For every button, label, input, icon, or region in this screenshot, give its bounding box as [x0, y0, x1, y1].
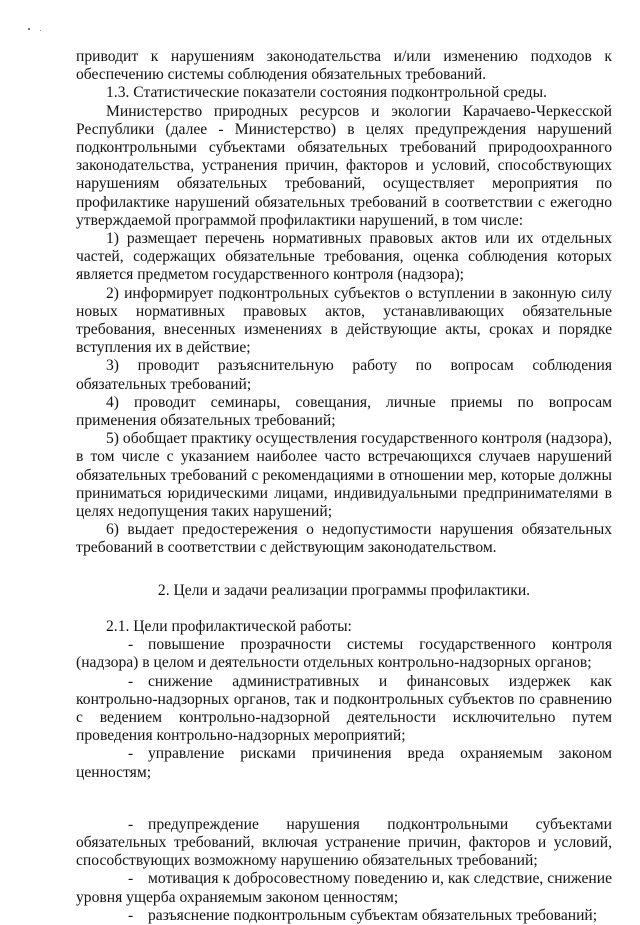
dash-marker: - — [128, 745, 134, 763]
paragraph-ministry: Министерство природных ресурсов и экологии Карачаево-Черкесской Республики (далее - Министерство) в целях предупреждения нарушений подконтрольными субъектами обязательных требований природоохранного законодательства, устранения причин, факторов и условий, способствующих нарушениям обязательных требований, осуществляет мероприятия по профилактике нарушений обязательных требований в соответствии с ежегодно утверждаемой программой профилактики нарушений, в том числе: — [76, 102, 612, 229]
vertical-gap — [76, 782, 612, 816]
goal-text: мотивация к добросовестному поведению и, как следствие, снижение уровня ущерба охраняемым законом ценностям; — [76, 870, 612, 906]
dash-marker: - — [128, 636, 134, 654]
section-2-heading: 2. Цели и задачи реализации программы профилактики. — [157, 581, 531, 599]
goal-item — [76, 673, 612, 746]
list-item-5: 5) обобщает практику осуществления государственного контроля (надзора), в том числе с указанием наиболее часто встречающихся случаев нарушений обязательных требований с рекомендациями в отношении мер, которые должны приниматься юридическими лицами, индивидуальными предпринимателями в целях недопущения таких нарушений; — [76, 430, 612, 521]
goal-text: снижение административных и финансовых издержек как контрольно-надзорных органов, так и подконтрольных субъектов по сравнению с ведением контрольно-надзорной деятельности исключительно путем проведения контрольно-надзорных мероприятий; — [76, 672, 612, 745]
goal-item — [76, 636, 612, 672]
goal-item — [76, 907, 612, 925]
goal-text: разъяснение подконтрольным субъектам обязательных требований; — [148, 906, 598, 924]
document-page — [76, 48, 612, 925]
goal-item — [76, 816, 612, 871]
goal-item — [76, 745, 612, 781]
paragraph-continuation: приводит к нарушениям законодательства и/или изменению подходов к обеспечению системы соблюдения обязательных требований. — [76, 48, 612, 84]
dash-marker: - — [128, 815, 134, 833]
list-item-2: 2) информирует подконтрольных субъектов о вступлении в законную силу новых нормативных правовых актов, устанавливающих обязательные требования, внесенных изменениях в действующие акты, сроках и порядке вступления их в действие; — [76, 284, 612, 357]
list-item-1: 1) размещает перечень нормативных правовых актов или их отдельных частей, содержащих обязательные требования, оценка соблюдения которых является предметом государственного контроля (надзора); — [76, 230, 612, 284]
list-item-3: 3) проводит разъяснительную работу по вопросам соблюдения обязательных требований; — [76, 357, 612, 393]
goal-text: предупреждение нарушения подконтрольными субъектами обязательных требований, включая устранение причин, факторов и условий, способствующих возможному нарушению обязательных требований; — [76, 815, 612, 870]
goal-item — [76, 870, 612, 906]
list-item-4: 4) проводит семинары, совещания, личные приемы по вопросам применения обязательных требований; — [76, 393, 612, 430]
list-item-6: 6) выдает предостережения о недопустимости нарушения обязательных требований в соответствии с действующим законодательством. — [76, 521, 612, 557]
dash-marker: - — [128, 870, 134, 888]
goal-text: управление рисками причинения вреда охраняемым законом ценностям; — [76, 745, 612, 781]
subsection-1-3-heading: 1.3. Статистические показатели состояния подконтрольной среды. — [106, 84, 547, 102]
dash-marker: - — [128, 672, 134, 690]
subsection-2-1-heading: 2.1. Цели профилактической работы: — [106, 617, 352, 635]
scan-speck — [40, 30, 41, 31]
scan-speck — [28, 28, 30, 30]
dash-marker: - — [128, 906, 134, 924]
goal-text: повышение прозрачности системы государственного контроля (надзора) в целом и деятельности отдельных контрольно-надзорных органов; — [76, 636, 612, 672]
